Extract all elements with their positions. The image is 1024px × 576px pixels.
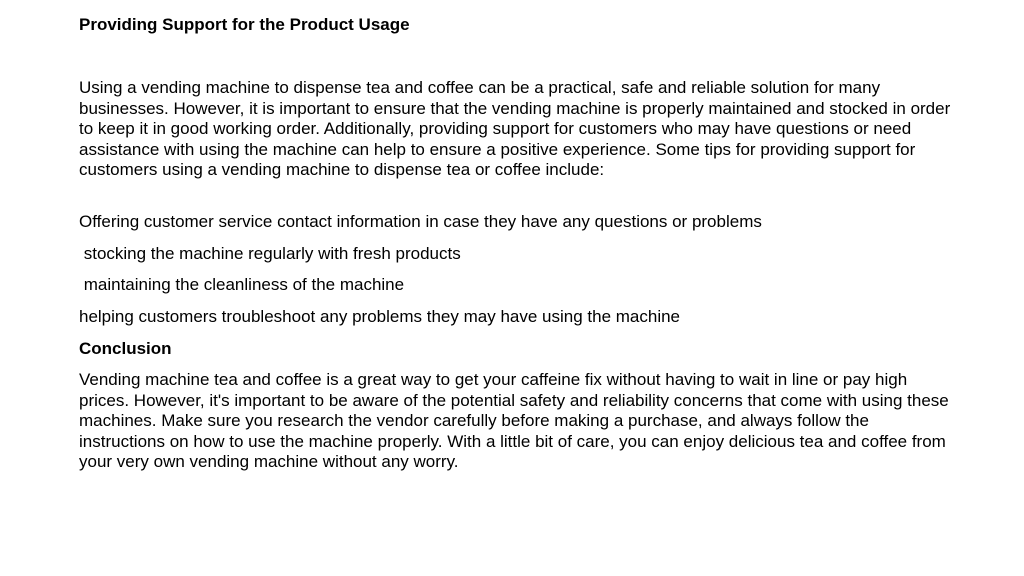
- tip-item-troubleshoot: helping customers troubleshoot any problems they may have using the machine: [79, 307, 681, 326]
- intro-paragraph: Using a vending machine to dispense tea and coffee can be a practical, safe and reliable solution for many businesses. However, it is important to ensure that the vending machine is properly maintained and stocked in order to keep it in good working order. Additionally, providing support for customers who may have questions or need assistance with using the machine can help to ensure a positive experience. Some tips for providing support for customers using a vending machine to dispense tea or coffee include:: [79, 78, 951, 180]
- conclusion-heading: Conclusion: [79, 339, 172, 358]
- page-title: Providing Support for the Product Usage: [79, 15, 410, 34]
- conclusion-paragraph: Vending machine tea and coffee is a great way to get your caffeine fix without having to wait in line or pay high prices. However, it's important to be aware of the potential safety and reliability concerns that come with using these machines. Make sure you research the vendor carefully before making a purchase, and always follow the instructions on how to use the machine properly. With a little bit of care, you can enjoy delicious tea and coffee from your very own vending machine without any worry.: [79, 370, 949, 472]
- tip-item-cleanliness: maintaining the cleanliness of the machine: [79, 275, 405, 294]
- tip-item-contact-info: Offering customer service contact information in case they have any questions or problems: [79, 212, 762, 231]
- tip-item-stocking: stocking the machine regularly with fresh products: [79, 244, 461, 263]
